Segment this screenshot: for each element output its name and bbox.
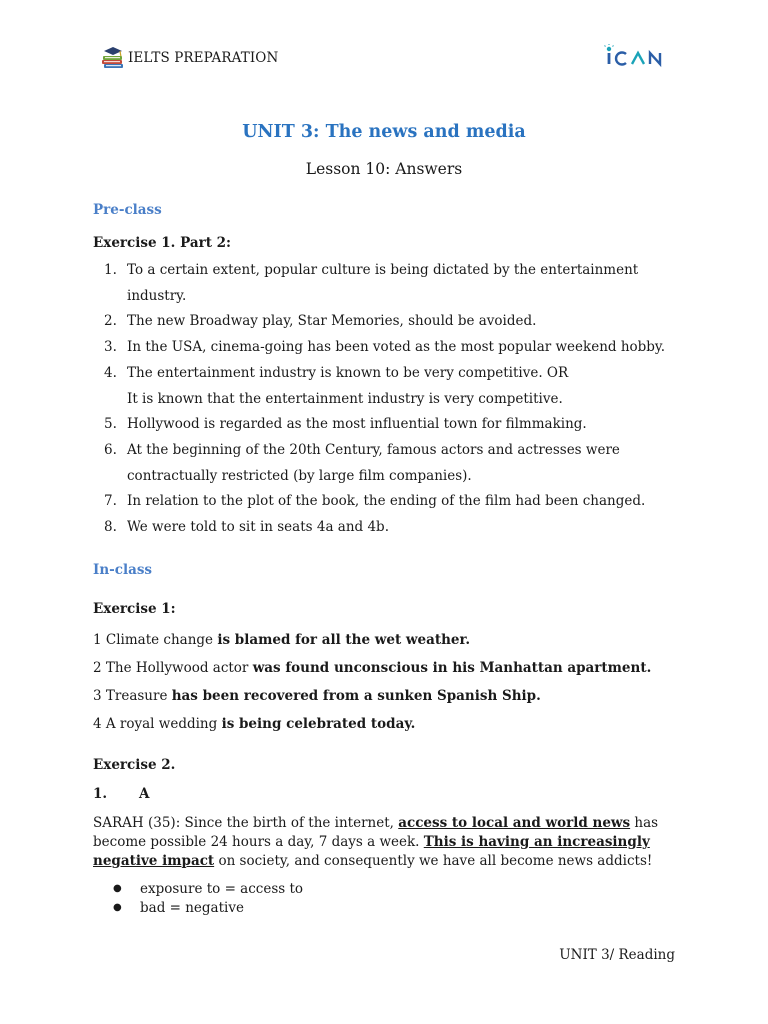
answer-plain: 4 A royal wedding [93,716,222,732]
exercise1-answer [93,632,470,648]
list-item [93,309,673,335]
paragraph-highlight: This is having an increasingly negative impact [93,834,650,869]
list-item [93,258,673,309]
answer-plain: 3 Treasure [93,688,172,704]
books-icon [100,46,126,70]
item-text: industry. [127,287,187,304]
list-item [93,515,673,541]
answer-plain: 2 The Hollywood actor [93,660,253,676]
item-number: 3. [104,339,117,356]
exercise2-bullets [113,880,303,917]
item-text: The new Broadway play, Star Memories, should be avoided. [127,313,537,330]
item-text: contractually restricted (by large film companies). [127,467,472,484]
ican-logo [604,44,676,70]
section-inclass: In-class [93,562,153,578]
item-number: 2. [104,313,117,330]
list-item [93,361,673,412]
item-text: In relation to the plot of the book, the ending of the film had been changed. [127,493,646,510]
preclass-exercise-heading: Exercise 1. Part 2: [93,235,232,251]
inclass-exercise2-heading: Exercise 2. [93,757,176,773]
paragraph-text: on society, and consequently we have all become news addicts! [214,853,653,869]
page-subtitle: Lesson 10: Answers [305,160,463,178]
exercise2-answer-heading [93,786,149,802]
answer-bold: was found unconscious in his Manhattan apartment. [252,660,652,676]
paragraph-text: has become possible 24 hours a day, 7 days a week. [93,815,659,850]
ican-logo-mark [604,44,676,70]
list-item [93,489,673,515]
exercise2-paragraph [93,814,683,871]
bullet-item: ● exposure to = access to [113,880,303,899]
item-number: 4. [104,364,117,381]
item-number: 5. [104,416,117,433]
item-text: To a certain extent, popular culture is being dictated by the entertainment [127,262,639,278]
answer-plain: 1 Climate change [93,632,218,648]
page-footer: UNIT 3/ Reading [559,947,675,963]
item-text: In the USA, cinema-going has been voted as the most popular weekend hobby. [127,339,666,356]
brand-title: IELTS PREPARATION [128,50,279,66]
answer-bold: is blamed for all the wet weather. [217,632,471,648]
paragraph-highlight: access to local and world news [398,815,631,831]
item-text: We were told to sit in seats 4a and 4b. [127,519,389,536]
answer-bold: is being celebrated today. [221,716,416,732]
bullet-item: ● bad = negative [113,899,303,918]
brand-left [100,46,278,70]
list-item [93,438,673,489]
item-text: It is known that the entertainment industry is very competitive. [127,390,563,407]
item-number: 8. [104,519,117,536]
answer-number: 1. [93,786,108,802]
page-header [100,44,676,74]
exercise1-answer [93,716,415,732]
list-item [93,412,673,438]
paragraph-text: SARAH (35): Since the birth of the internet, [93,815,399,831]
preclass-answer-list [93,258,673,541]
item-text: Hollywood is regarded as the most influential town for filmmaking. [127,416,587,433]
item-number: 7. [104,493,117,510]
inclass-exercise1-heading: Exercise 1: [93,601,176,617]
item-text: The entertainment industry is known to be very competitive. OR [127,364,569,381]
list-item [93,335,673,361]
exercise1-answer [93,660,651,676]
item-text: At the beginning of the 20th Century, famous actors and actresses were [127,441,620,458]
exercise1-answer [93,688,541,704]
section-preclass: Pre-class [93,202,162,218]
page-title: UNIT 3: The news and media [242,122,526,142]
answer-letter: A [139,786,150,802]
item-number: 6. [104,441,117,458]
answer-bold: has been recovered from a sunken Spanish Ship. [171,688,541,704]
item-number: 1. [104,262,117,278]
